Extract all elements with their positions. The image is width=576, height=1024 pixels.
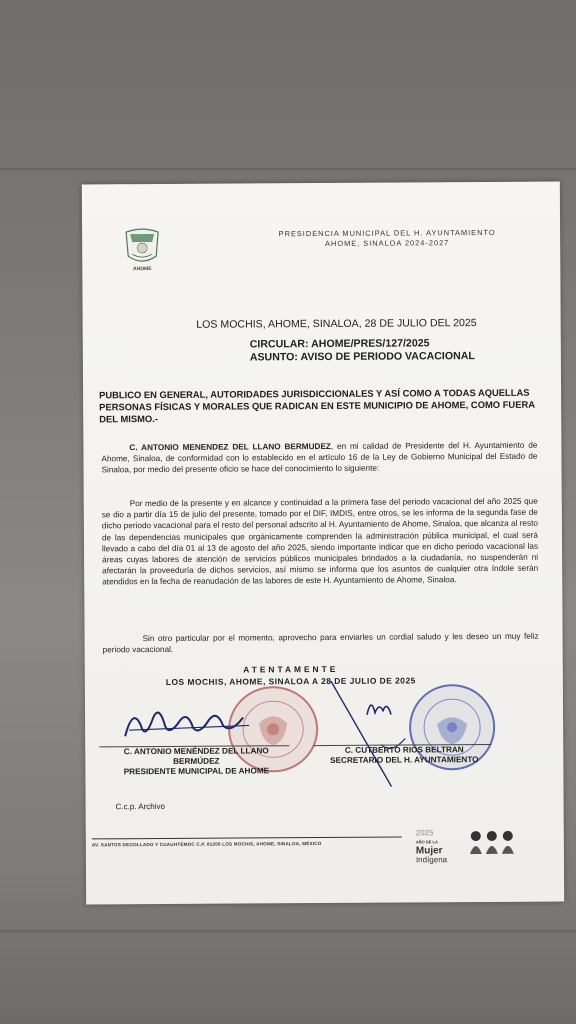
letterhead-line-1: PRESIDENCIA MUNICIPAL DEL H. AYUNTAMIENTO	[278, 227, 496, 239]
year-logo-indigena: Indígena	[415, 855, 448, 865]
year-logo-mujer: Mujer	[415, 845, 443, 857]
paragraph-closing: Sin otro particular por el momento, aprovecho para enviarles un cordial saludo y les deseo un muy feliz periodo vacacional.	[102, 631, 539, 655]
letterhead	[232, 228, 542, 250]
signer-left-name-1: C. ANTONIO MENÉNDEZ DEL LLANO	[123, 746, 269, 757]
indigenous-women-illustration-icon	[466, 828, 526, 854]
signer-left	[111, 746, 281, 777]
signer-right-name: C. CUTBERTO RIOS BELTRAN	[344, 745, 464, 755]
wall-stripe	[0, 930, 576, 933]
letterhead-line-2: AHOME, SINALOA 2024-2027	[325, 238, 450, 248]
closing-place-date: LOS MOCHIS, AHOME, SINALOA A 28 DE JULIO DE 2025	[165, 675, 416, 687]
subject-line: ASUNTO: AVISO DE PERIODO VACACIONAL	[249, 350, 475, 364]
reference-block	[250, 337, 475, 364]
footer-address: AV. SANTOS DEGOLLADO Y CUAUHTÉMOC C.P. 81200 LOS MOCHIS, AHOME, SINALOA, MÉXICO	[91, 841, 322, 848]
year-logo-year: 2025	[415, 828, 434, 838]
copy-note: C.c.p. Archivo	[115, 801, 165, 812]
municipal-coat-of-arms-icon	[122, 226, 162, 272]
intro-text: , en mi calidad de Presidente del H. Ayuntamiento de Ahome, Sinaloa, de conformidad con lo establecido en el artículo 16 de la Ley de Gobierno Municipal del Estado de Sinaloa, por medio del presente oficio se hace del conocimiento lo siguiente:	[101, 440, 538, 475]
dateline: LOS MOCHIS, AHOME, SINALOA, 28 DE JULIO DEL 2025	[196, 317, 477, 331]
signer-right	[319, 745, 489, 766]
posted-document	[82, 182, 564, 905]
circular-number: CIRCULAR: AHOME/PRES/127/2025	[249, 337, 430, 351]
footer-divider	[92, 837, 402, 840]
sender-name: C. ANTONIO MENENDEZ DEL LLANO BERMUDEZ	[129, 441, 331, 453]
wall-seam	[0, 168, 576, 170]
year-logo-small: AÑO DE LA	[415, 839, 438, 845]
logo-caption: AHOME	[132, 266, 152, 273]
signer-right-title: SECRETARIO DEL H. AYUNTAMIENTO	[330, 755, 479, 765]
paragraph-body: Por medio de la presente y en alcance y continuidad a la primera fase del periodo vacacional del año 2025 que se dio a partir día 15 de julio del presente, tomado por el DIF, IMDIS, entre otros, se les informa de la segunda fase de dicho periodo vacacional para el resto del personal adscrito al H. Ayuntamiento de Ahome, Sinaloa, que alcanza al resto de las dependencias municipales que orgánicamente comprenden la administración pública municipal, el cual será llevado a cabo del día 01 al 13 de agosto del año 2025, siendo importante indicar que en dicho periodo vacacional las áreas cuyas labores de atención de servicios públicos municipales brindados a la ciudadanía, no suspenderán ni afectarán la proveeduría de dichos servicios, así mismo se informa que los asuntos de cualquier otra índole serán atendidos en la fecha de reanudación de las labores de este H. Ayuntamiento de Ahome, Sinaloa.	[101, 496, 539, 587]
addressee: PUBLICO EN GENERAL, AUTORIDADES JURISDICCIONALES Y ASÍ COMO A TODAS AQUELLAS PERSONAS FÍSICAS Y MORALES QUE RADICAN EN ESTE MUNICIPIO DE AHOME, COMO FUERA DEL MISMO.-	[99, 386, 535, 425]
signer-left-title: PRESIDENTE MUNICIPAL DE AHOME	[123, 766, 270, 777]
signer-left-name-2: BERMÚDEZ	[173, 756, 220, 766]
paragraph-intro	[101, 440, 537, 476]
closing-word: ATENTAMENTE	[243, 663, 339, 675]
